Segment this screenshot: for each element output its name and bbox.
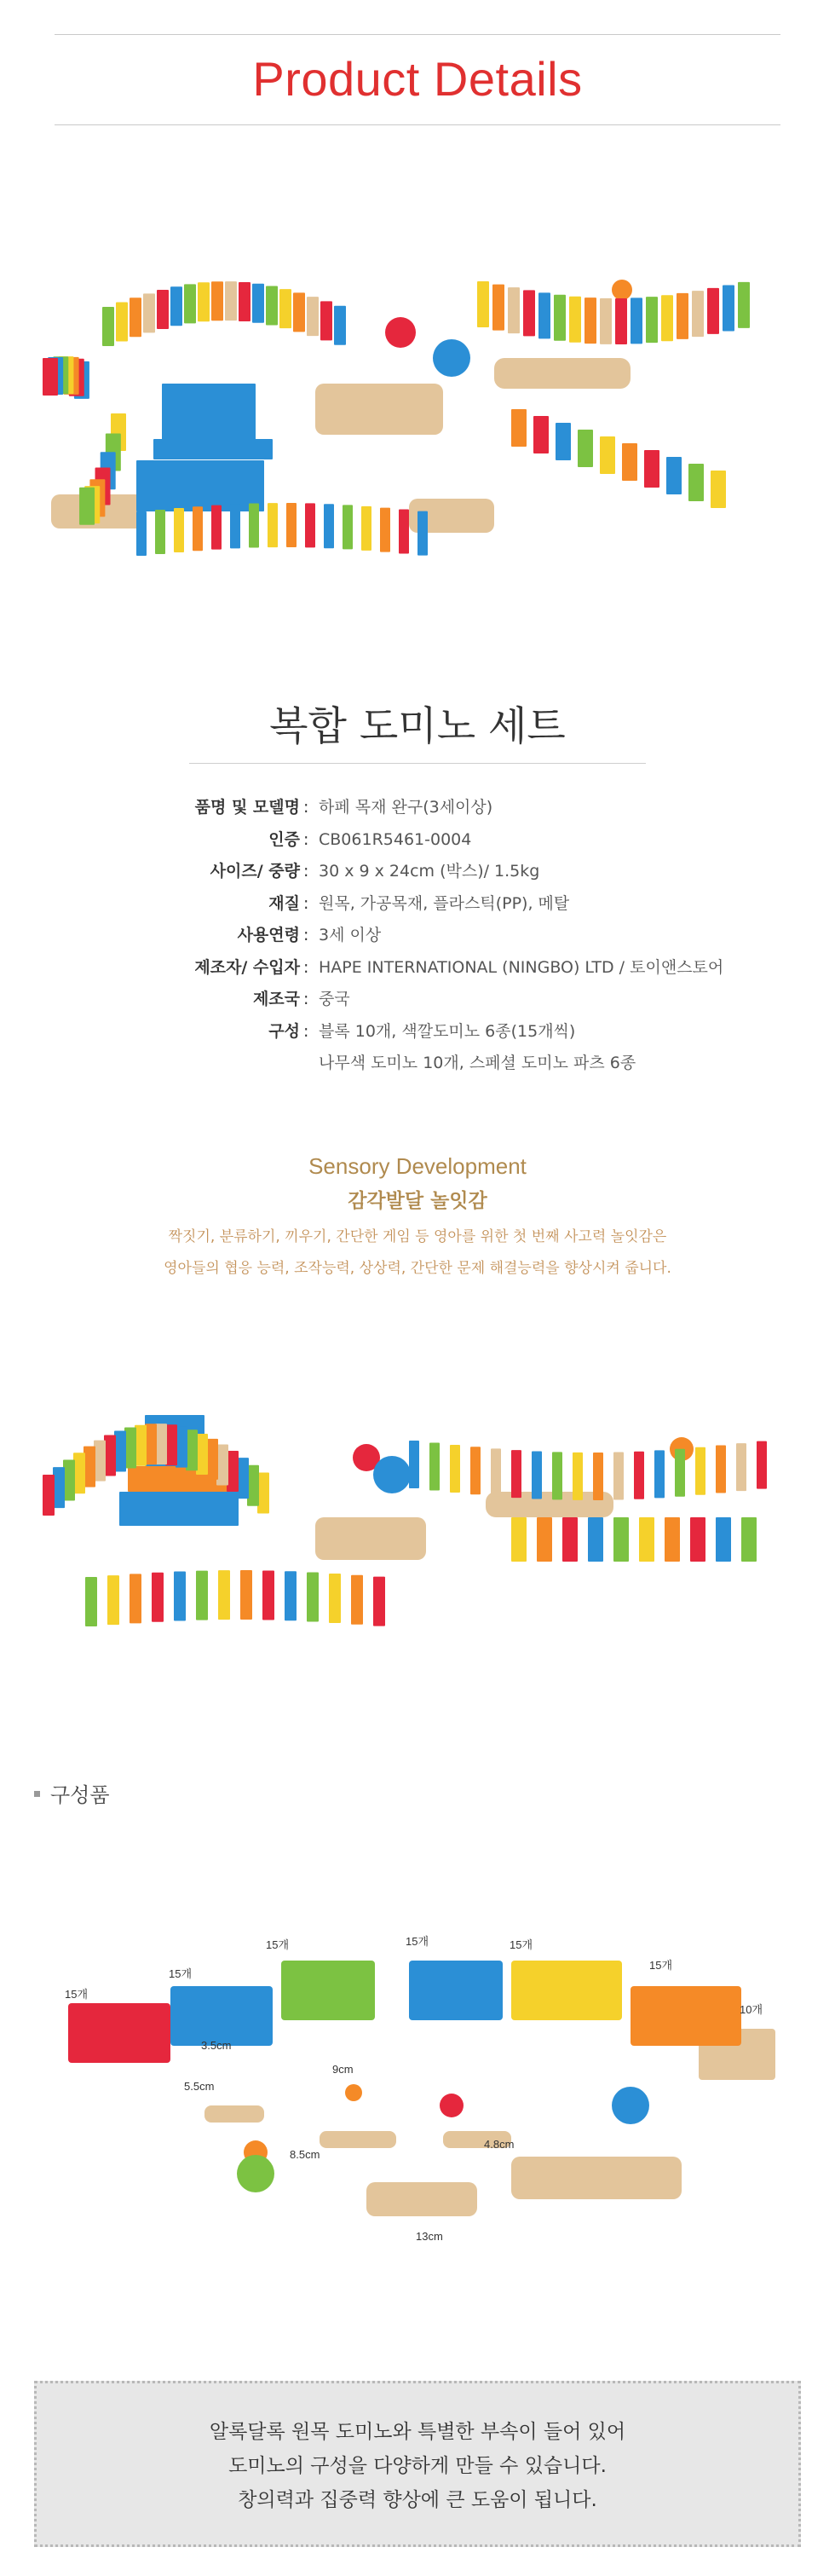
components-heading-text: 구성품	[50, 1783, 110, 1807]
domino-piece	[174, 508, 184, 552]
domino-piece	[196, 1571, 208, 1620]
domino-piece	[351, 1575, 363, 1625]
spec-value: 블록 10개, 색깔도미노 6종(15개씩)	[319, 1021, 576, 1041]
domino-piece	[552, 1452, 562, 1499]
domino-piece	[307, 1573, 319, 1622]
domino-piece	[677, 293, 688, 339]
spec-colon: :	[303, 1021, 309, 1041]
domino-piece	[329, 1574, 341, 1623]
spec-colon: :	[303, 798, 309, 817]
spec-label: 제조자/ 수입자	[194, 957, 300, 977]
domino-piece	[695, 1447, 705, 1495]
domino-piece	[511, 1450, 521, 1498]
domino-piece	[429, 1443, 440, 1491]
count-label-green: 15개	[266, 1938, 290, 1951]
domino-piece	[211, 281, 223, 321]
bell-bead	[440, 2094, 464, 2117]
domino-piece	[174, 1571, 186, 1620]
domino-stack-yellow	[511, 1961, 622, 2020]
spec-colon: :	[303, 926, 309, 944]
domino-piece	[613, 1517, 629, 1562]
domino-piece	[124, 1428, 136, 1469]
ball-piece	[373, 1456, 411, 1493]
domino-piece	[736, 1443, 746, 1491]
block-piece	[162, 384, 256, 443]
domino-stack-orange	[631, 1986, 741, 2046]
domino-piece	[634, 1452, 644, 1499]
domino-piece	[511, 409, 527, 447]
hammer-part	[320, 2131, 396, 2148]
domino-piece	[622, 443, 637, 481]
launcher-ball	[612, 2087, 649, 2124]
spec-row	[0, 827, 835, 852]
block-piece	[119, 1492, 239, 1526]
domino-piece	[155, 1424, 167, 1464]
domino-piece	[334, 306, 346, 345]
domino-piece	[237, 1458, 249, 1499]
domino-piece	[665, 1517, 680, 1562]
domino-piece	[644, 450, 659, 488]
domino-piece	[675, 1449, 685, 1497]
dim-label-5-5cm: 5.5cm	[184, 2080, 215, 2093]
domino-piece	[193, 506, 203, 551]
domino-piece	[615, 298, 627, 344]
domino-piece	[107, 1575, 119, 1625]
domino-piece	[666, 457, 682, 494]
domino-piece	[373, 1577, 385, 1626]
domino-piece	[79, 488, 95, 525]
spec-label: 재질	[268, 893, 300, 913]
spec-value: HAPE INTERNATIONAL (NINGBO) LTD / 토이앤스토어	[319, 957, 724, 977]
sensory-desc-line-1: 짝짓기, 분류하기, 끼우기, 간단한 게임 등 영아를 위한 첫 번째 사고력 놀잇감은	[168, 1228, 667, 1245]
spec-colon: :	[303, 990, 309, 1008]
domino-piece	[53, 1467, 65, 1508]
domino-piece	[286, 503, 297, 547]
spec-colon: :	[303, 957, 309, 977]
domino-piece	[688, 464, 704, 501]
dim-label-4-8cm: 4.8cm	[484, 2138, 515, 2151]
domino-piece	[450, 1445, 460, 1493]
domino-piece	[252, 284, 264, 323]
domino-piece	[73, 1453, 85, 1493]
domino-piece	[631, 297, 642, 344]
domino-piece	[491, 1448, 501, 1496]
spec-row	[0, 858, 835, 884]
domino-piece	[170, 286, 182, 326]
page-title: Product Details	[252, 52, 583, 106]
domino-piece	[196, 1434, 208, 1475]
product-name-rule	[189, 763, 646, 764]
domino-piece	[757, 1441, 767, 1489]
domino-piece	[230, 504, 240, 548]
dim-label-3-5cm: 3.5cm	[201, 2039, 232, 2052]
domino-piece	[380, 508, 390, 552]
spec-colon: :	[303, 862, 309, 881]
domino-piece	[186, 1430, 198, 1470]
domino-piece	[578, 430, 593, 467]
bridge-piece	[494, 358, 631, 389]
components-photo	[51, 1901, 784, 2259]
spec-value: 하페 목재 완구(3세이상)	[319, 798, 493, 817]
header-top-rule	[55, 34, 780, 35]
dim-label-8-5cm: 8.5cm	[290, 2148, 320, 2161]
hammer-bead	[345, 2084, 362, 2101]
domino-piece	[537, 1517, 552, 1562]
note-box	[34, 2381, 801, 2547]
spec-value: 중국	[319, 990, 350, 1008]
domino-piece	[307, 297, 319, 336]
domino-piece	[554, 295, 566, 341]
domino-piece	[184, 284, 196, 323]
domino-piece	[418, 511, 428, 556]
spec-row	[0, 1019, 835, 1044]
domino-piece	[225, 281, 237, 321]
spec-label: 구성	[268, 1021, 300, 1041]
domino-piece	[409, 1441, 419, 1488]
spec-value: 나무색 도미노 10개, 스페셜 도미노 파츠 6종	[319, 1054, 636, 1072]
domino-stack-blue2	[409, 1961, 503, 2020]
domino-piece	[523, 290, 535, 336]
domino-piece	[690, 1517, 705, 1562]
domino-piece	[268, 503, 278, 547]
domino-piece	[136, 511, 147, 556]
domino-piece	[130, 297, 141, 337]
product-photo-main	[34, 256, 801, 597]
ball-piece	[433, 339, 470, 377]
domino-piece	[249, 504, 259, 548]
domino-piece	[532, 1451, 542, 1499]
domino-piece	[155, 510, 165, 554]
domino-piece	[85, 1577, 97, 1626]
base-piece	[315, 1517, 426, 1560]
domino-piece	[104, 1435, 116, 1476]
domino-stack-green	[281, 1961, 375, 2020]
domino-piece	[293, 292, 305, 332]
domino-piece	[716, 1517, 731, 1562]
domino-piece	[324, 504, 334, 548]
domino-piece	[157, 290, 169, 329]
header-bottom-rule	[55, 124, 780, 125]
count-label-yellow: 15개	[510, 1938, 533, 1951]
domino-piece	[399, 510, 409, 554]
spec-label: 인증	[268, 829, 300, 849]
domino-piece	[130, 1574, 141, 1623]
spec-label: 사용연령	[237, 926, 300, 944]
count-label-wood: 10개	[740, 2003, 763, 2016]
spec-value: 3세 이상	[319, 926, 382, 944]
domino-piece	[470, 1447, 481, 1494]
domino-piece	[227, 1451, 239, 1492]
domino-piece	[741, 1517, 757, 1562]
domino-piece	[320, 301, 332, 340]
domino-piece	[738, 282, 750, 328]
domino-piece	[176, 1427, 187, 1468]
product-photo-second	[34, 1381, 801, 1637]
domino-piece	[63, 1460, 75, 1501]
bell-piece	[385, 317, 416, 348]
domino-piece	[343, 505, 353, 549]
domino-piece	[305, 503, 315, 547]
dim-label-9cm: 9cm	[332, 2063, 354, 2076]
domino-piece	[285, 1571, 297, 1620]
sensory-title-ko: 감각발달 놀잇감	[348, 1190, 487, 1212]
domino-piece	[266, 286, 278, 326]
sensory-title-en: Sensory Development	[308, 1153, 527, 1179]
spec-row	[0, 922, 835, 948]
domino-piece	[593, 1453, 603, 1500]
spec-colon: :	[303, 829, 309, 849]
domino-piece	[216, 1445, 228, 1486]
domino-piece	[511, 1517, 527, 1562]
domino-piece	[661, 295, 673, 341]
domino-piece	[211, 505, 222, 550]
domino-piece	[654, 1450, 665, 1498]
note-line-1: 알록달록 원목 도미노와 특별한 부속이 들어 있어	[209, 2421, 626, 2443]
domino-stack-red	[68, 2003, 170, 2063]
domino-piece	[716, 1446, 726, 1493]
note-line-3: 창의력과 집중력 향상에 큰 도움이 됩니다.	[238, 2489, 597, 2511]
domino-piece	[569, 297, 581, 343]
domino-piece	[165, 1424, 177, 1465]
domino-piece	[94, 1441, 106, 1481]
spec-row	[0, 794, 835, 820]
domino-piece	[600, 436, 615, 474]
domino-piece	[114, 1430, 126, 1471]
spec-label: 사이즈/ 중량	[210, 862, 300, 881]
domino-piece	[218, 1570, 230, 1620]
spec-row	[0, 891, 835, 916]
domino-piece	[573, 1453, 583, 1500]
spec-value: CB061R5461-0004	[319, 829, 472, 849]
domino-piece	[152, 1573, 164, 1622]
domino-piece	[711, 471, 726, 508]
domino-piece	[646, 297, 658, 343]
figure-part-base	[237, 2155, 274, 2192]
domino-piece	[135, 1425, 147, 1466]
bridge-part	[366, 2182, 477, 2216]
bead-maze-part	[204, 2105, 264, 2123]
domino-piece	[562, 1517, 578, 1562]
domino-piece	[361, 506, 371, 551]
domino-piece	[257, 1473, 269, 1514]
domino-piece	[206, 1439, 218, 1480]
spec-row	[0, 1050, 835, 1076]
count-label-blue2: 15개	[406, 1935, 429, 1948]
launcher-part	[511, 2157, 682, 2199]
domino-piece	[588, 1517, 603, 1562]
domino-piece	[239, 282, 250, 321]
domino-piece	[116, 303, 128, 342]
sensory-desc-line-2: 영아들의 협응 능력, 조작능력, 상상력, 간단한 문제 해결능력을 향상시켜 줍니다.	[164, 1260, 671, 1277]
domino-piece	[477, 281, 489, 327]
domino-piece	[84, 1447, 95, 1487]
domino-stack-blue	[170, 1986, 273, 2046]
count-label-blue: 15개	[169, 1967, 193, 1980]
domino-piece	[198, 282, 210, 321]
spec-value: 30 x 9 x 24cm (박스)/ 1.5kg	[319, 862, 540, 881]
note-line-2: 도미노의 구성을 다양하게 만들 수 있습니다.	[228, 2455, 607, 2477]
count-label-red: 15개	[65, 1988, 89, 2001]
spec-colon: :	[303, 893, 309, 913]
domino-piece	[584, 297, 596, 344]
domino-piece	[492, 285, 504, 331]
page-header	[55, 34, 780, 128]
figure-piece	[612, 280, 632, 300]
bullet-icon	[34, 1791, 40, 1797]
spec-label: 품명 및 모델명	[194, 798, 300, 817]
domino-piece	[508, 287, 520, 333]
spec-value: 원목, 가공목재, 플라스틱(PP), 메탈	[319, 893, 570, 913]
domino-piece	[279, 289, 291, 328]
domino-piece	[240, 1570, 252, 1620]
domino-piece	[556, 423, 571, 460]
spec-row	[0, 986, 835, 1012]
base-piece	[315, 384, 443, 435]
count-label-orange: 15개	[649, 1959, 673, 1972]
domino-piece	[692, 291, 704, 337]
domino-piece	[533, 416, 549, 453]
components-heading	[34, 1778, 110, 1808]
spec-row	[0, 955, 835, 980]
domino-piece	[43, 358, 58, 396]
dim-label-13cm: 13cm	[416, 2230, 443, 2243]
domino-piece	[707, 288, 719, 334]
domino-piece	[613, 1453, 624, 1500]
domino-piece	[639, 1517, 654, 1562]
domino-piece	[145, 1424, 157, 1464]
domino-piece	[43, 1475, 55, 1516]
product-name: 복합 도미노 세트	[269, 703, 566, 750]
spec-label: 제조국	[252, 990, 300, 1008]
domino-piece	[723, 285, 734, 331]
block-piece	[136, 460, 264, 511]
domino-piece	[538, 292, 550, 338]
domino-piece	[143, 293, 155, 332]
domino-piece	[262, 1570, 274, 1620]
domino-piece	[102, 307, 114, 346]
domino-piece	[247, 1465, 259, 1506]
domino-piece	[600, 298, 612, 344]
